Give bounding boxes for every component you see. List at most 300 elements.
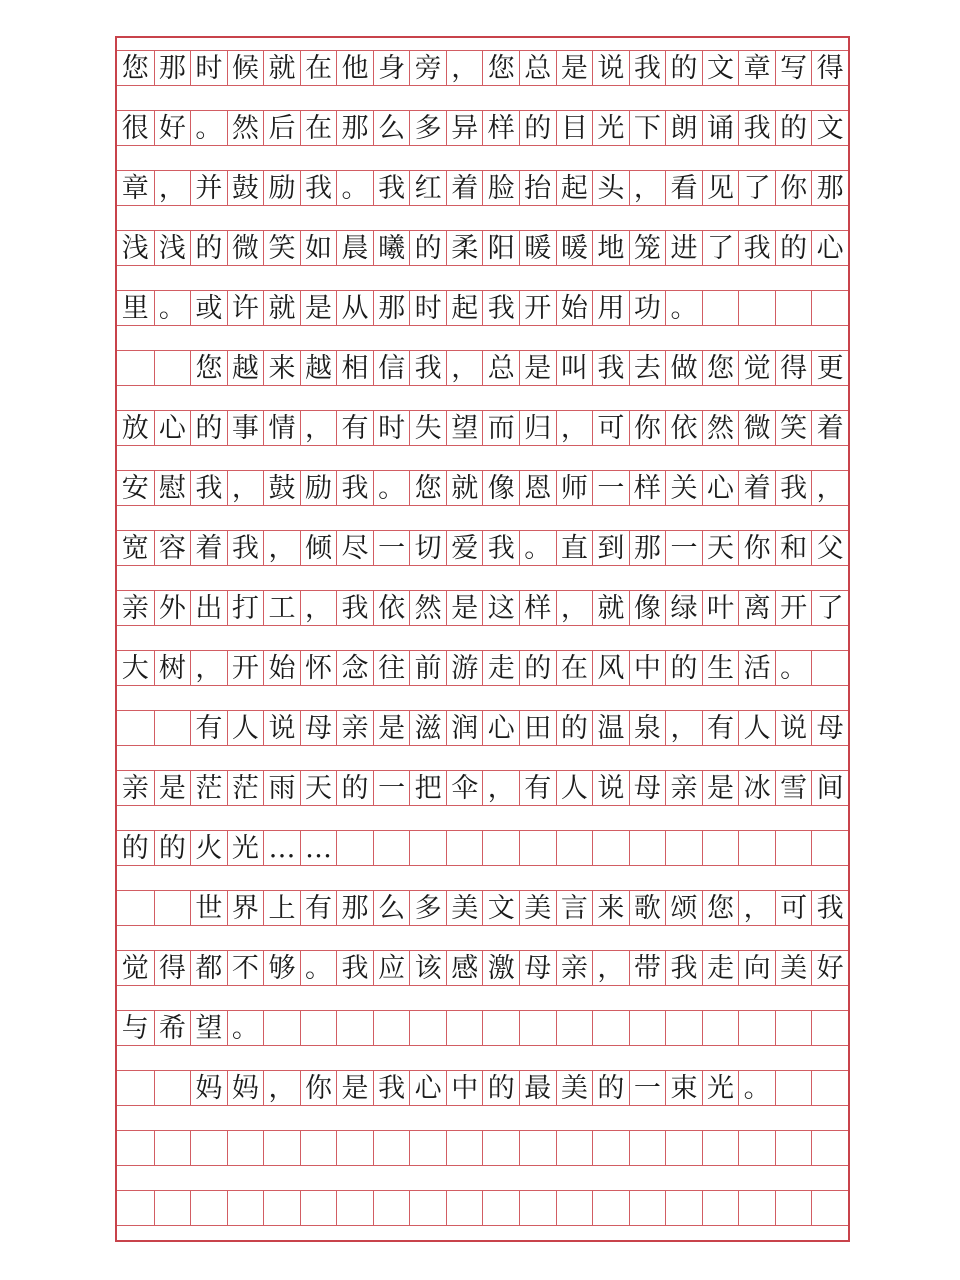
grid-cell: ， (556, 590, 593, 626)
grid-row (117, 1130, 848, 1166)
grid-cell: 不 (227, 950, 264, 986)
grid-cell: 好 (811, 950, 848, 986)
grid-cell (702, 1010, 739, 1046)
grid-cell: 得 (775, 350, 812, 386)
grid-cell (665, 1010, 702, 1046)
grid-cell: 您 (482, 50, 519, 86)
grid-cell: 走 (702, 950, 739, 986)
grid-cell: 伞 (446, 770, 483, 806)
grid-row (117, 770, 848, 806)
grid-cell: 。 (190, 110, 227, 146)
grid-cell: 叫 (556, 350, 593, 386)
grid-cell (190, 1190, 227, 1226)
grid-cell: 妈 (227, 1070, 264, 1106)
grid-cell (154, 350, 191, 386)
grid-cell: 念 (336, 650, 373, 686)
grid-cell: 。 (738, 1070, 775, 1106)
grid-cell: 最 (519, 1070, 556, 1106)
grid-cell: ， (811, 470, 848, 506)
grid-cell (775, 830, 812, 866)
grid-cell: 绿 (665, 590, 702, 626)
grid-cell: 我 (665, 950, 702, 986)
grid-cell: 就 (263, 290, 300, 326)
grid-cell: 我 (373, 1070, 410, 1106)
grid-cell: 温 (592, 710, 629, 746)
grid-cell: 言 (556, 890, 593, 926)
grid-cell: 心 (154, 410, 191, 446)
grid-cell: 倾 (300, 530, 337, 566)
grid-cell: 我 (629, 50, 666, 86)
grid-cell: 中 (446, 1070, 483, 1106)
grid-cell: 我 (336, 590, 373, 626)
grid-cell: 。 (665, 290, 702, 326)
grid-cell: 么 (373, 890, 410, 926)
grid-cell: 外 (154, 590, 191, 626)
grid-cell: 去 (629, 350, 666, 386)
grid-cell: 我 (336, 470, 373, 506)
grid-cell: 。 (300, 950, 337, 986)
grid-cell (336, 830, 373, 866)
grid-cell: 亲 (117, 770, 154, 806)
grid-cell: 总 (482, 350, 519, 386)
grid-cell: 中 (629, 650, 666, 686)
grid-cell (263, 1130, 300, 1166)
grid-cell: 上 (263, 890, 300, 926)
grid-cell: 叶 (702, 590, 739, 626)
grid-cell: 的 (190, 410, 227, 446)
grid-cell (738, 1130, 775, 1166)
grid-cell: 起 (556, 170, 593, 206)
grid-cell: 光 (592, 110, 629, 146)
grid-cell (811, 650, 848, 686)
grid-cell: 恩 (519, 470, 556, 506)
grid-cell: 我 (811, 890, 848, 926)
grid-cell: 茫 (190, 770, 227, 806)
grid-cell (300, 1010, 337, 1046)
grid-cell (117, 1070, 154, 1106)
grid-cell: 然 (702, 410, 739, 446)
grid-cell: 有 (702, 710, 739, 746)
grid-cell: 着 (738, 470, 775, 506)
grid-cell (154, 1070, 191, 1106)
grid-cell: 望 (190, 1010, 227, 1046)
grid-cell: 那 (336, 110, 373, 146)
grid-cell: 开 (227, 650, 264, 686)
grid-cell: 美 (775, 950, 812, 986)
grid-cell: 田 (519, 710, 556, 746)
grid-cell: 泉 (629, 710, 666, 746)
grid-cell: 我 (592, 350, 629, 386)
grid-row (117, 710, 848, 746)
grid-cell (738, 1190, 775, 1226)
grid-cell: 妈 (190, 1070, 227, 1106)
grid-cell: 然 (227, 110, 264, 146)
grid-cell: 晨 (336, 230, 373, 266)
grid-cell (665, 830, 702, 866)
grid-cell: 打 (227, 590, 264, 626)
grid-cell (665, 1190, 702, 1226)
grid-cell: 我 (336, 950, 373, 986)
grid-cell: 父 (811, 530, 848, 566)
grid-cell: 这 (482, 590, 519, 626)
grid-cell: 时 (373, 410, 410, 446)
grid-cell (629, 1010, 666, 1046)
grid-cell: 里 (117, 290, 154, 326)
grid-cell: 看 (665, 170, 702, 206)
grid-row (117, 650, 848, 686)
grid-cell (629, 1130, 666, 1166)
grid-cell: 微 (227, 230, 264, 266)
grid-cell: 我 (482, 530, 519, 566)
grid-cell: 与 (117, 1010, 154, 1046)
grid-cell (336, 1130, 373, 1166)
grid-cell: 下 (629, 110, 666, 146)
grid-cell (775, 1130, 812, 1166)
grid-row (117, 1190, 848, 1226)
grid-cell: 他 (336, 50, 373, 86)
grid-cell (519, 1130, 556, 1166)
grid-cell: 把 (409, 770, 446, 806)
grid-cell: 阳 (482, 230, 519, 266)
grid-cell: 你 (775, 170, 812, 206)
grid-cell (519, 1190, 556, 1226)
grid-cell (482, 1190, 519, 1226)
grid-cell (300, 1190, 337, 1226)
grid-cell: 母 (519, 950, 556, 986)
grid-cell: 是 (154, 770, 191, 806)
grid-cell: 文 (811, 110, 848, 146)
grid-cell (811, 290, 848, 326)
grid-row (117, 170, 848, 206)
grid-cell: 微 (738, 410, 775, 446)
grid-cell: ， (190, 650, 227, 686)
grid-cell: … (263, 830, 300, 866)
grid-cell: 够 (263, 950, 300, 986)
grid-cell (117, 1130, 154, 1166)
grid-row (117, 1010, 848, 1046)
grid-cell (556, 1130, 593, 1166)
grid-cell: 暖 (556, 230, 593, 266)
grid-cell (775, 1070, 812, 1106)
grid-cell (336, 1010, 373, 1046)
grid-cell: 多 (409, 110, 446, 146)
grid-cell (446, 830, 483, 866)
grid-cell: 那 (336, 890, 373, 926)
grid-cell (592, 1010, 629, 1046)
grid-row (117, 470, 848, 506)
grid-cell (482, 1010, 519, 1046)
grid-cell: 。 (154, 290, 191, 326)
grid-cell: 像 (482, 470, 519, 506)
grid-cell: 着 (811, 410, 848, 446)
grid-cell: 时 (190, 50, 227, 86)
grid-cell (702, 830, 739, 866)
grid-cell: 滋 (409, 710, 446, 746)
grid-cell: 归 (519, 410, 556, 446)
grid-cell (446, 1010, 483, 1046)
grid-cell: 生 (702, 650, 739, 686)
grid-cell: 依 (665, 410, 702, 446)
grid-cell (811, 1070, 848, 1106)
grid-cell: 鼓 (227, 170, 264, 206)
grid-cell: 而 (482, 410, 519, 446)
grid-cell: 做 (665, 350, 702, 386)
grid-cell: 说 (263, 710, 300, 746)
grid-cell: 笑 (263, 230, 300, 266)
grid-cell (117, 890, 154, 926)
grid-cell: 有 (190, 710, 227, 746)
grid-cell: 情 (263, 410, 300, 446)
grid-cell: 都 (190, 950, 227, 986)
grid-cell: 离 (738, 590, 775, 626)
grid-cell: 润 (446, 710, 483, 746)
grid-cell: 你 (738, 530, 775, 566)
grid-cell: 的 (592, 1070, 629, 1106)
grid-cell (263, 1190, 300, 1226)
grid-cell: 大 (117, 650, 154, 686)
grid-cell: 活 (738, 650, 775, 686)
grid-cell: 在 (556, 650, 593, 686)
grid-cell: 总 (519, 50, 556, 86)
grid-cell: 越 (300, 350, 337, 386)
grid-cell: 相 (336, 350, 373, 386)
grid-cell: 是 (300, 290, 337, 326)
grid-cell: 多 (409, 890, 446, 926)
grid-cell: 到 (592, 530, 629, 566)
grid-cell (811, 830, 848, 866)
grid-cell: 您 (190, 350, 227, 386)
grid-cell: 。 (373, 470, 410, 506)
grid-cell: 应 (373, 950, 410, 986)
grid-cell: 始 (263, 650, 300, 686)
grid-cell: 的 (336, 770, 373, 806)
grid-cell: 像 (629, 590, 666, 626)
grid-cell: 您 (117, 50, 154, 86)
grid-cell: 人 (556, 770, 593, 806)
grid-cell: 写 (775, 50, 812, 86)
grid-cell: 然 (409, 590, 446, 626)
grid-cell: 有 (519, 770, 556, 806)
grid-cell: 并 (190, 170, 227, 206)
grid-cell: 往 (373, 650, 410, 686)
grid-cell: 用 (592, 290, 629, 326)
grid-cell: 觉 (738, 350, 775, 386)
grid-cell: 了 (702, 230, 739, 266)
grid-cell: 雪 (775, 770, 812, 806)
grid-cell: 越 (227, 350, 264, 386)
grid-cell: 觉 (117, 950, 154, 986)
grid-cell: 一 (373, 770, 410, 806)
grid-cell: 冰 (738, 770, 775, 806)
composition-paper (115, 36, 850, 1242)
grid-cell (300, 1130, 337, 1166)
grid-cell: 母 (811, 710, 848, 746)
grid-cell: 那 (811, 170, 848, 206)
grid-cell: 许 (227, 290, 264, 326)
grid-cell: … (300, 830, 337, 866)
grid-cell: 茫 (227, 770, 264, 806)
grid-cell: ， (592, 950, 629, 986)
grid-cell: 美 (556, 1070, 593, 1106)
grid-cell: 是 (373, 710, 410, 746)
grid-cell: 诵 (702, 110, 739, 146)
grid-cell: 得 (811, 50, 848, 86)
grid-cell: 束 (665, 1070, 702, 1106)
grid-cell: 您 (409, 470, 446, 506)
grid-cell: 很 (117, 110, 154, 146)
grid-cell: 就 (263, 50, 300, 86)
grid-cell: 了 (811, 590, 848, 626)
grid-cell (409, 1130, 446, 1166)
grid-cell: 心 (811, 230, 848, 266)
grid-cell: 世 (190, 890, 227, 926)
grid-cell (519, 830, 556, 866)
grid-cell: 鼓 (263, 470, 300, 506)
grid-cell: 依 (373, 590, 410, 626)
grid-cell: 雨 (263, 770, 300, 806)
grid-cell (556, 1010, 593, 1046)
grid-cell: 亲 (117, 590, 154, 626)
grid-cell: 旁 (409, 50, 446, 86)
grid-cell: 树 (154, 650, 191, 686)
grid-cell: 走 (482, 650, 519, 686)
grid-cell: 美 (446, 890, 483, 926)
grid-cell: 光 (702, 1070, 739, 1106)
grid-cell: 地 (592, 230, 629, 266)
grid-cell (373, 1010, 410, 1046)
grid-cell: 游 (446, 650, 483, 686)
grid-cell: 异 (446, 110, 483, 146)
grid-cell: ， (263, 1070, 300, 1106)
grid-cell: 心 (702, 470, 739, 506)
grid-cell (702, 1130, 739, 1166)
grid-cell: 说 (592, 50, 629, 86)
grid-cell (629, 830, 666, 866)
grid-cell (154, 710, 191, 746)
grid-row (117, 290, 848, 326)
grid-cell: 的 (519, 110, 556, 146)
grid-cell: 亲 (665, 770, 702, 806)
grid-cell (190, 1130, 227, 1166)
grid-cell (811, 1130, 848, 1166)
grid-cell (446, 1190, 483, 1226)
grid-row (117, 1070, 848, 1106)
grid-cell: 感 (446, 950, 483, 986)
grid-cell: 励 (263, 170, 300, 206)
grid-cell (336, 1190, 373, 1226)
grid-cell: 在 (300, 110, 337, 146)
grid-cell: 可 (775, 890, 812, 926)
grid-cell: 励 (300, 470, 337, 506)
grid-cell: 我 (373, 170, 410, 206)
grid-cell: 。 (227, 1010, 264, 1046)
grid-cell: 候 (227, 50, 264, 86)
grid-cell: 目 (556, 110, 593, 146)
grid-cell: 更 (811, 350, 848, 386)
grid-cell: 你 (629, 410, 666, 446)
grid-row (117, 230, 848, 266)
grid-cell (263, 1010, 300, 1046)
grid-cell (629, 1190, 666, 1226)
grid-cell: 向 (738, 950, 775, 986)
grid-cell: 样 (519, 590, 556, 626)
grid-cell (738, 1010, 775, 1046)
grid-row (117, 890, 848, 926)
grid-cell (702, 1190, 739, 1226)
grid-cell: 好 (154, 110, 191, 146)
grid-cell: 头 (592, 170, 629, 206)
grid-cell: 的 (775, 230, 812, 266)
grid-cell: 带 (629, 950, 666, 986)
grid-cell: 的 (409, 230, 446, 266)
grid-cell (154, 890, 191, 926)
grid-cell: 么 (373, 110, 410, 146)
grid-cell: 样 (482, 110, 519, 146)
grid-cell: 间 (811, 770, 848, 806)
grid-cell: 朗 (665, 110, 702, 146)
grid-cell: 我 (300, 170, 337, 206)
grid-cell (665, 1130, 702, 1166)
grid-cell: 浅 (154, 230, 191, 266)
grid-cell (592, 830, 629, 866)
grid-cell: 出 (190, 590, 227, 626)
grid-cell (556, 830, 593, 866)
grid-cell (519, 1010, 556, 1046)
grid-cell: ， (556, 410, 593, 446)
grid-cell: 着 (190, 530, 227, 566)
grid-cell: 或 (190, 290, 227, 326)
grid-cell: 颂 (665, 890, 702, 926)
grid-cell: 的 (665, 650, 702, 686)
grid-cell: 师 (556, 470, 593, 506)
grid-cell: 火 (190, 830, 227, 866)
grid-cell (409, 1010, 446, 1046)
grid-cell: ， (154, 170, 191, 206)
grid-cell: 如 (300, 230, 337, 266)
grid-cell: 我 (190, 470, 227, 506)
grid-cell: 一 (629, 1070, 666, 1106)
grid-cell (117, 1190, 154, 1226)
grid-cell: 身 (373, 50, 410, 86)
grid-cell: 起 (446, 290, 483, 326)
grid-cell: 的 (190, 230, 227, 266)
grid-cell: 浅 (117, 230, 154, 266)
grid-cell: 天 (702, 530, 739, 566)
grid-cell: 的 (665, 50, 702, 86)
grid-cell: 功 (629, 290, 666, 326)
grid-cell: 文 (482, 890, 519, 926)
grid-cell: 我 (775, 470, 812, 506)
grid-cell: 该 (409, 950, 446, 986)
grid-cell: 脸 (482, 170, 519, 206)
grid-cell: 心 (409, 1070, 446, 1106)
grid-cell: ， (227, 470, 264, 506)
grid-cell: 容 (154, 530, 191, 566)
grid-cell: 希 (154, 1010, 191, 1046)
grid-cell: 抬 (519, 170, 556, 206)
grid-cell (117, 710, 154, 746)
grid-cell: 样 (629, 470, 666, 506)
grid-row (117, 950, 848, 986)
grid-cell: 关 (665, 470, 702, 506)
grid-cell: 始 (556, 290, 593, 326)
grid-cell: 是 (336, 1070, 373, 1106)
grid-cell: 文 (702, 50, 739, 86)
grid-cell (592, 1190, 629, 1226)
grid-cell: 是 (446, 590, 483, 626)
grid-cell: 红 (409, 170, 446, 206)
grid-cell: 在 (300, 50, 337, 86)
